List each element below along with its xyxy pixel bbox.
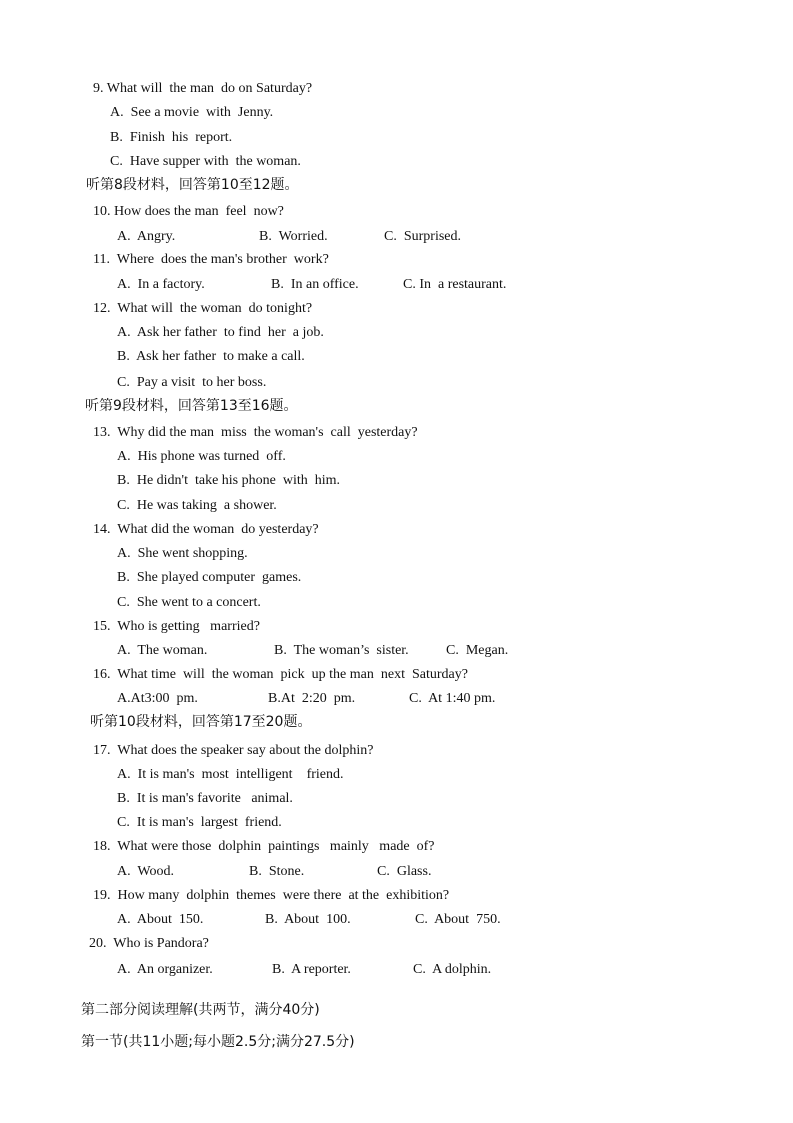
question-15-option-b: B. The woman’s sister.	[274, 643, 409, 658]
question-12-option-a: A. Ask her father to find her a job.	[117, 325, 324, 340]
question-19-option-a: A. About 150.	[117, 912, 204, 927]
question-9-option-b: B. Finish his report.	[110, 130, 233, 145]
question-12-option-b: B. Ask her father to make a call.	[117, 349, 305, 364]
question-19-option-b: B. About 100.	[265, 912, 351, 927]
section-8-instruction: 听第8段材料，回答第10至12题。	[86, 177, 299, 193]
question-17-option-a: A. It is man's most intelligent friend.	[117, 767, 344, 782]
question-18: 18. What were those dolphin paintings mainly made of?	[93, 839, 435, 854]
question-16-option-a: A.At3:00 pm.	[117, 691, 198, 706]
question-12-option-c: C. Pay a visit to her boss.	[117, 375, 267, 390]
question-11-option-b: B. In an office.	[271, 277, 359, 292]
question-9-option-c: C. Have supper with the woman.	[110, 154, 301, 169]
question-11-option-a: A. In a factory.	[117, 277, 205, 292]
question-11-option-c: C. In a restaurant.	[403, 277, 507, 292]
question-18-option-a: A. Wood.	[117, 864, 174, 879]
question-13-option-c: C. He was taking a shower.	[117, 498, 277, 513]
question-19-option-c: C. About 750.	[415, 912, 501, 927]
question-20-option-c: C. A dolphin.	[413, 962, 492, 977]
question-17: 17. What does the speaker say about the dolphin?	[93, 743, 374, 758]
question-14: 14. What did the woman do yesterday?	[93, 522, 319, 537]
question-18-option-c: C. Glass.	[377, 864, 432, 879]
question-16: 16. What time will the woman pick up the man next Saturday?	[93, 667, 468, 682]
section-10-instruction: 听第10段材料，回答第17至20题。	[90, 714, 312, 730]
question-10: 10. How does the man feel now?	[93, 204, 284, 219]
question-19: 19. How many dolphin themes were there at the exhibition?	[93, 888, 450, 903]
question-20: 20. Who is Pandora?	[89, 936, 209, 951]
part-2-title: 第二部分阅读理解(共两节，满分40分)	[81, 1002, 320, 1018]
question-10-option-a: A. Angry.	[117, 229, 176, 244]
question-13-option-b: B. He didn't take his phone with him.	[117, 473, 341, 488]
question-20-option-b: B. A reporter.	[272, 962, 351, 977]
question-14-option-b: B. She played computer games.	[117, 570, 302, 585]
question-15: 15. Who is getting married?	[93, 619, 260, 634]
question-16-option-b: B.At 2:20 pm.	[268, 691, 356, 706]
question-15-option-c: C. Megan.	[446, 643, 509, 658]
question-14-option-c: C. She went to a concert.	[117, 595, 261, 610]
question-17-option-c: C. It is man's largest friend.	[117, 815, 282, 830]
question-20-option-a: A. An organizer.	[117, 962, 213, 977]
question-16-option-c: C. At 1:40 pm.	[409, 691, 496, 706]
question-10-option-b: B. Worried.	[259, 229, 328, 244]
question-14-option-a: A. She went shopping.	[117, 546, 248, 561]
question-9: 9. What will the man do on Saturday?	[93, 81, 313, 96]
question-15-option-a: A. The woman.	[117, 643, 208, 658]
question-12: 12. What will the woman do tonight?	[93, 301, 313, 316]
question-10-option-c: C. Surprised.	[384, 229, 461, 244]
part-2-section-1-title: 第一节(共11小题;每小题2.5分;满分27.5分)	[81, 1034, 355, 1050]
question-11: 11. Where does the man's brother work?	[93, 252, 329, 267]
question-13: 13. Why did the man miss the woman's call yesterday?	[93, 425, 418, 440]
question-13-option-a: A. His phone was turned off.	[117, 449, 286, 464]
question-17-option-b: B. It is man's favorite animal.	[117, 791, 293, 806]
question-9-option-a: A. See a movie with Jenny.	[110, 105, 274, 120]
section-9-instruction: 听第9段材料，回答第13至16题。	[85, 398, 298, 414]
question-18-option-b: B. Stone.	[249, 864, 305, 879]
